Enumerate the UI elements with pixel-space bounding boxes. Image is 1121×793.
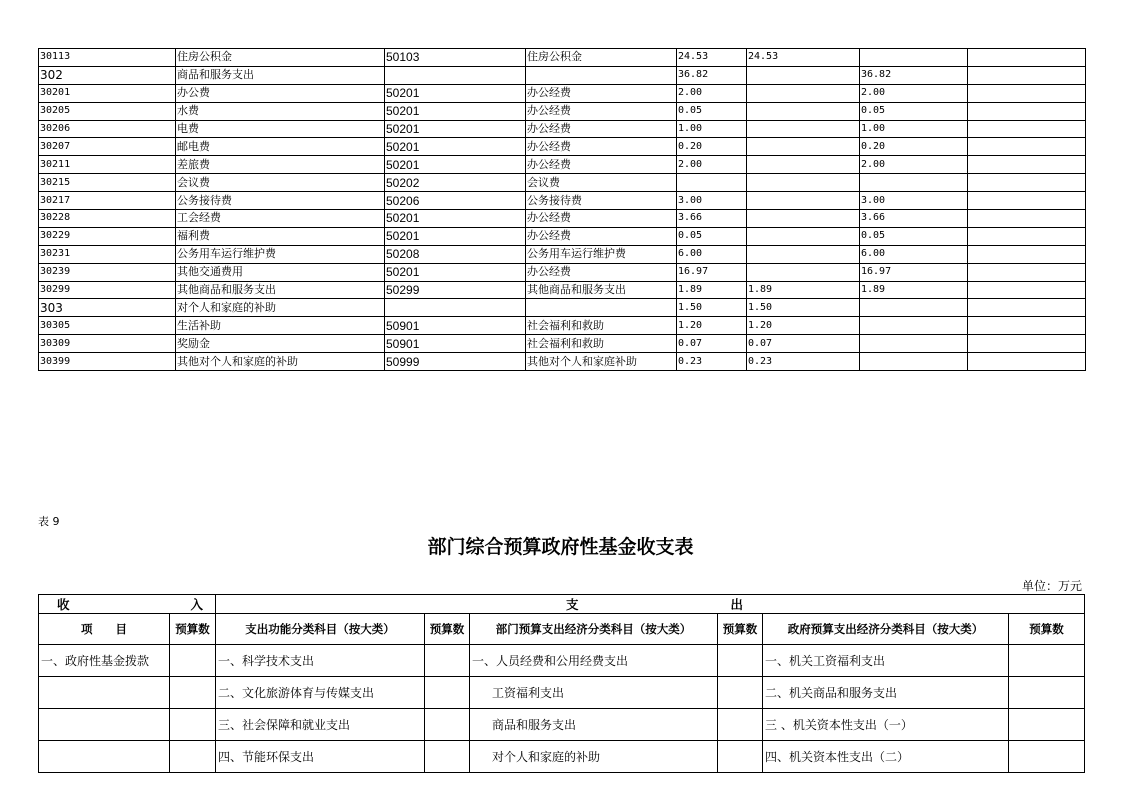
econ-code-cell: 50201 <box>385 120 526 138</box>
gov-cell: 四、机关资本性支出（二） <box>763 741 1009 773</box>
expense-header-left: 支 <box>566 597 579 612</box>
item-budget-cell <box>170 677 216 709</box>
dept-budget-cell <box>718 677 763 709</box>
col-dept-econ-class: 部门预算支出经济分类科目（按大类） <box>470 614 718 645</box>
name-cell: 其他交通费用 <box>176 263 385 281</box>
total-cell: 24.53 <box>677 49 747 67</box>
item-budget-cell <box>170 709 216 741</box>
code-cell: 30305 <box>39 317 176 335</box>
page-title: 部门综合预算政府性基金收支表 <box>427 536 694 558</box>
dept-cell: 商品和服务支出 <box>470 709 718 741</box>
col-budget-2: 预算数 <box>425 614 470 645</box>
basic-cell: 1.89 <box>747 281 860 299</box>
econ-name-cell: 办公经费 <box>526 263 677 281</box>
government-fund-table <box>38 594 1085 773</box>
blank-cell <box>968 335 1086 353</box>
table-row <box>39 709 1085 741</box>
table-row <box>39 210 1086 228</box>
blank-cell <box>968 120 1086 138</box>
name-cell: 对个人和家庭的补助 <box>176 299 385 317</box>
project-cell: 16.97 <box>860 263 968 281</box>
name-cell: 奖励金 <box>176 335 385 353</box>
total-cell: 0.05 <box>677 102 747 120</box>
expense-detail-table <box>38 48 1086 371</box>
econ-name-cell: 办公经费 <box>526 102 677 120</box>
econ-name-cell: 办公经费 <box>526 156 677 174</box>
econ-code-cell: 50201 <box>385 227 526 245</box>
project-cell: 3.00 <box>860 192 968 210</box>
basic-cell <box>747 120 860 138</box>
table-row <box>39 102 1086 120</box>
code-cell: 30113 <box>39 49 176 67</box>
total-cell: 2.00 <box>677 84 747 102</box>
project-cell: 36.82 <box>860 66 968 84</box>
table-row <box>39 263 1086 281</box>
econ-code-cell: 50999 <box>385 353 526 371</box>
project-cell: 1.00 <box>860 120 968 138</box>
code-cell: 30215 <box>39 174 176 192</box>
func-cell: 四、节能环保支出 <box>216 741 425 773</box>
col-budget-4: 预算数 <box>1009 614 1085 645</box>
code-cell: 30205 <box>39 102 176 120</box>
func-cell: 三、社会保障和就业支出 <box>216 709 425 741</box>
econ-code-cell <box>385 299 526 317</box>
table-row <box>39 227 1086 245</box>
dept-cell: 对个人和家庭的补助 <box>470 741 718 773</box>
func-cell: 二、文化旅游体育与传媒支出 <box>216 677 425 709</box>
table-row <box>39 317 1086 335</box>
func-budget-cell <box>425 677 470 709</box>
blank-cell <box>968 281 1086 299</box>
project-cell <box>860 299 968 317</box>
econ-code-cell <box>385 66 526 84</box>
project-cell <box>860 49 968 67</box>
econ-code-cell: 50901 <box>385 317 526 335</box>
project-cell <box>860 317 968 335</box>
project-cell <box>860 353 968 371</box>
econ-code-cell: 50202 <box>385 174 526 192</box>
item-cell: 一、政府性基金拨款 <box>39 645 170 677</box>
total-cell: 1.50 <box>677 299 747 317</box>
table-row <box>39 353 1086 371</box>
basic-cell <box>747 245 860 263</box>
blank-cell <box>968 227 1086 245</box>
blank-cell <box>968 210 1086 228</box>
basic-cell <box>747 102 860 120</box>
gov-budget-cell <box>1009 677 1085 709</box>
name-cell: 住房公积金 <box>176 49 385 67</box>
unit-label: 单位：万元 <box>1021 579 1082 593</box>
project-cell: 2.00 <box>860 156 968 174</box>
econ-code-cell: 50201 <box>385 102 526 120</box>
code-cell: 30299 <box>39 281 176 299</box>
econ-name-cell: 住房公积金 <box>526 49 677 67</box>
func-budget-cell <box>425 645 470 677</box>
name-cell: 会议费 <box>176 174 385 192</box>
table-row <box>39 645 1085 677</box>
income-header <box>39 595 216 614</box>
expense-header-right: 出 <box>730 597 744 612</box>
name-cell: 办公费 <box>176 84 385 102</box>
table-row <box>39 156 1086 174</box>
table-row <box>39 299 1086 317</box>
econ-name-cell: 其他商品和服务支出 <box>526 281 677 299</box>
basic-cell <box>747 84 860 102</box>
total-cell: 3.00 <box>677 192 747 210</box>
project-cell: 6.00 <box>860 245 968 263</box>
blank-cell <box>968 299 1086 317</box>
item-cell <box>39 741 170 773</box>
total-cell: 6.00 <box>677 245 747 263</box>
blank-cell <box>968 245 1086 263</box>
income-header-right: 入 <box>190 597 203 612</box>
basic-cell: 1.20 <box>747 317 860 335</box>
econ-name-cell: 办公经费 <box>526 120 677 138</box>
project-cell <box>860 174 968 192</box>
basic-cell <box>747 210 860 228</box>
gov-cell: 三 、机关资本性支出（一） <box>763 709 1009 741</box>
col-budget-3: 预算数 <box>718 614 763 645</box>
basic-cell <box>747 66 860 84</box>
total-cell: 1.89 <box>677 281 747 299</box>
table-number: 表 9 <box>38 515 60 528</box>
table-row <box>39 281 1086 299</box>
project-cell: 3.66 <box>860 210 968 228</box>
dept-cell: 工资福利支出 <box>470 677 718 709</box>
econ-name-cell: 公务接待费 <box>526 192 677 210</box>
table-row <box>39 120 1086 138</box>
name-cell: 公务接待费 <box>176 192 385 210</box>
econ-name-cell: 其他对个人和家庭补助 <box>526 353 677 371</box>
basic-cell <box>747 192 860 210</box>
project-cell: 0.20 <box>860 138 968 156</box>
blank-cell <box>968 84 1086 102</box>
name-cell: 工会经费 <box>176 210 385 228</box>
name-cell: 福利费 <box>176 227 385 245</box>
dept-budget-cell <box>718 709 763 741</box>
col-gov-econ-class: 政府预算支出经济分类科目（按大类） <box>763 614 1009 645</box>
table-row <box>39 138 1086 156</box>
code-cell: 30309 <box>39 335 176 353</box>
table-row <box>39 174 1086 192</box>
expense-header <box>216 595 1085 614</box>
basic-cell: 24.53 <box>747 49 860 67</box>
table-row <box>39 49 1086 67</box>
econ-code-cell: 50901 <box>385 335 526 353</box>
table-row <box>39 741 1085 773</box>
econ-code-cell: 50201 <box>385 210 526 228</box>
total-cell: 0.07 <box>677 335 747 353</box>
gov-budget-cell <box>1009 741 1085 773</box>
basic-cell <box>747 156 860 174</box>
econ-name-cell: 办公经费 <box>526 210 677 228</box>
gov-cell: 一、机关工资福利支出 <box>763 645 1009 677</box>
blank-cell <box>968 317 1086 335</box>
project-cell: 0.05 <box>860 102 968 120</box>
dept-budget-cell <box>718 645 763 677</box>
econ-code-cell: 50201 <box>385 138 526 156</box>
econ-name-cell: 社会福利和救助 <box>526 317 677 335</box>
code-cell: 30201 <box>39 84 176 102</box>
name-cell: 商品和服务支出 <box>176 66 385 84</box>
econ-name-cell: 办公经费 <box>526 138 677 156</box>
col-item: 项 目 <box>39 614 170 645</box>
code-cell: 30228 <box>39 210 176 228</box>
project-cell <box>860 335 968 353</box>
col-func-class: 支出功能分类科目（按大类） <box>216 614 425 645</box>
blank-cell <box>968 66 1086 84</box>
name-cell: 水费 <box>176 102 385 120</box>
name-cell: 生活补助 <box>176 317 385 335</box>
econ-name-cell: 办公经费 <box>526 84 677 102</box>
table-row <box>39 245 1086 263</box>
econ-code-cell: 50201 <box>385 263 526 281</box>
name-cell: 公务用车运行维护费 <box>176 245 385 263</box>
project-cell: 0.05 <box>860 227 968 245</box>
blank-cell <box>968 156 1086 174</box>
econ-code-cell: 50201 <box>385 156 526 174</box>
total-cell <box>677 174 747 192</box>
dept-budget-cell <box>718 741 763 773</box>
dept-cell: 一、人员经费和公用经费支出 <box>470 645 718 677</box>
gov-budget-cell <box>1009 709 1085 741</box>
code-cell: 30229 <box>39 227 176 245</box>
income-header-left: 收 <box>57 597 70 612</box>
econ-name-cell: 公务用车运行维护费 <box>526 245 677 263</box>
table-row <box>39 335 1086 353</box>
blank-cell <box>968 102 1086 120</box>
name-cell: 差旅费 <box>176 156 385 174</box>
table-row <box>39 66 1086 84</box>
total-cell: 0.23 <box>677 353 747 371</box>
blank-cell <box>968 174 1086 192</box>
func-budget-cell <box>425 741 470 773</box>
func-cell: 一、科学技术支出 <box>216 645 425 677</box>
blank-cell <box>968 192 1086 210</box>
name-cell: 电费 <box>176 120 385 138</box>
gov-budget-cell <box>1009 645 1085 677</box>
name-cell: 其他对个人和家庭的补助 <box>176 353 385 371</box>
code-cell: 30239 <box>39 263 176 281</box>
econ-code-cell: 50206 <box>385 192 526 210</box>
project-cell: 2.00 <box>860 84 968 102</box>
code-cell: 302 <box>39 66 176 84</box>
basic-cell <box>747 263 860 281</box>
total-cell: 36.82 <box>677 66 747 84</box>
blank-cell <box>968 263 1086 281</box>
blank-cell <box>968 49 1086 67</box>
econ-code-cell: 50208 <box>385 245 526 263</box>
table-row <box>39 84 1086 102</box>
code-cell: 30231 <box>39 245 176 263</box>
total-cell: 1.20 <box>677 317 747 335</box>
name-cell: 邮电费 <box>176 138 385 156</box>
total-cell: 1.00 <box>677 120 747 138</box>
project-cell: 1.89 <box>860 281 968 299</box>
basic-cell <box>747 138 860 156</box>
code-cell: 30207 <box>39 138 176 156</box>
econ-name-cell: 办公经费 <box>526 227 677 245</box>
code-cell: 30211 <box>39 156 176 174</box>
table-row <box>39 677 1085 709</box>
item-budget-cell <box>170 741 216 773</box>
econ-code-cell: 50299 <box>385 281 526 299</box>
total-cell: 0.05 <box>677 227 747 245</box>
econ-name-cell: 会议费 <box>526 174 677 192</box>
blank-cell <box>968 138 1086 156</box>
basic-cell <box>747 227 860 245</box>
total-cell: 3.66 <box>677 210 747 228</box>
code-cell: 30217 <box>39 192 176 210</box>
code-cell: 30206 <box>39 120 176 138</box>
item-cell <box>39 677 170 709</box>
basic-cell: 1.50 <box>747 299 860 317</box>
econ-code-cell: 50103 <box>385 49 526 67</box>
basic-cell <box>747 174 860 192</box>
total-cell: 16.97 <box>677 263 747 281</box>
econ-name-cell <box>526 66 677 84</box>
gov-cell: 二、机关商品和服务支出 <box>763 677 1009 709</box>
code-cell: 303 <box>39 299 176 317</box>
total-cell: 2.00 <box>677 156 747 174</box>
basic-cell: 0.07 <box>747 335 860 353</box>
econ-code-cell: 50201 <box>385 84 526 102</box>
econ-name-cell: 社会福利和救助 <box>526 335 677 353</box>
basic-cell: 0.23 <box>747 353 860 371</box>
code-cell: 30399 <box>39 353 176 371</box>
table-row <box>39 192 1086 210</box>
blank-cell <box>968 353 1086 371</box>
func-budget-cell <box>425 709 470 741</box>
econ-name-cell <box>526 299 677 317</box>
col-budget-1: 预算数 <box>170 614 216 645</box>
item-cell <box>39 709 170 741</box>
name-cell: 其他商品和服务支出 <box>176 281 385 299</box>
item-budget-cell <box>170 645 216 677</box>
total-cell: 0.20 <box>677 138 747 156</box>
